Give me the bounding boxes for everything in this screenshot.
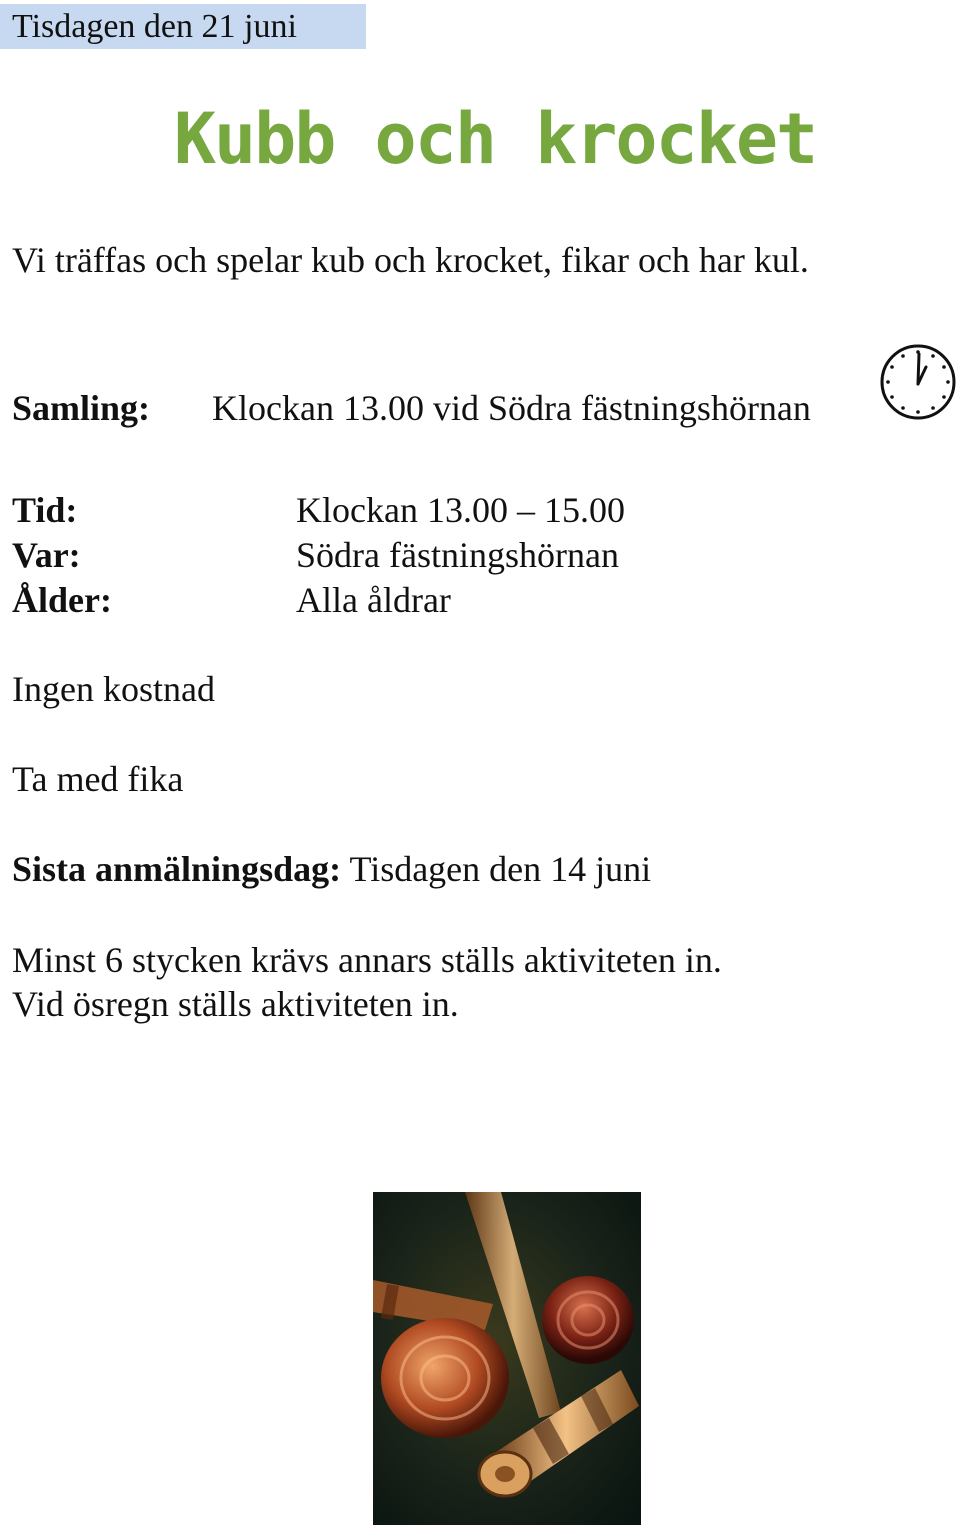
intro-text: Vi träffas och spelar kub och krocket, fikar och har kul. [12,240,809,280]
page-title: Kubb och krocket [173,98,817,180]
note-min-participants: Minst 6 stycken krävs annars ställs aktiviteten in. [12,940,722,980]
cost-text: Ingen kostnad [12,669,215,709]
croquet-photo [373,1192,641,1525]
deadline-line [12,847,651,891]
detail-value-tid: Klockan 13.00 – 15.00 [296,490,625,530]
note-rain: Vid ösregn ställs aktiviteten in. [12,984,459,1024]
detail-value-alder: Alla åldrar [296,580,451,620]
samling-label: Samling: [12,388,151,428]
detail-label-var: Var: [12,535,81,575]
detail-value-var: Södra fästningshörnan [296,535,619,575]
clock-icon [878,342,958,422]
samling-value: Klockan 13.00 vid Södra fästningshörnan [212,388,811,428]
deadline-value: Tisdagen den 14 juni [349,849,652,889]
detail-label-alder: Ålder: [12,580,112,620]
detail-label-tid: Tid: [12,490,78,530]
date-header: Tisdagen den 21 juni [0,4,366,49]
bring-text: Ta med fika [12,759,184,799]
deadline-label: Sista anmälningsdag: [12,849,342,889]
